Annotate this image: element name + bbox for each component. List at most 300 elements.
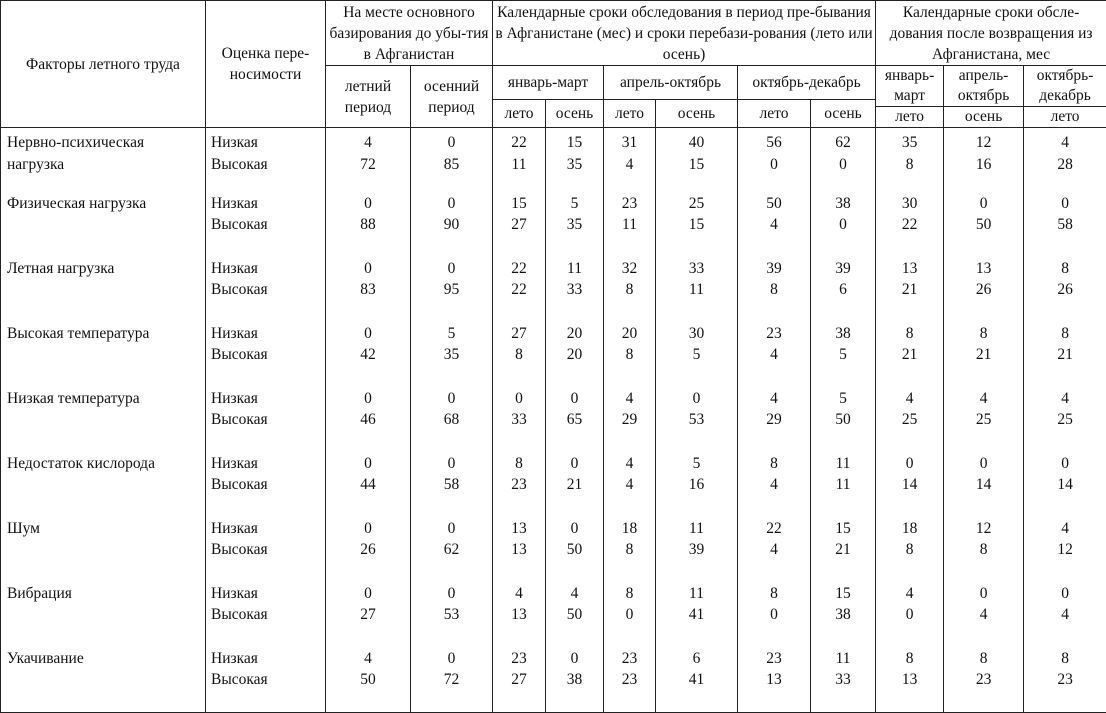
value-high: 5 (811, 344, 875, 366)
header-factors: Факторы летного труда (1, 1, 206, 128)
value-low: 5 (811, 388, 875, 410)
value-low: 20 (546, 323, 603, 345)
value-low: 0 (326, 453, 410, 475)
rating-high: Высокая (211, 604, 325, 626)
value-cell (944, 388, 1024, 453)
value-cell (546, 583, 604, 648)
value-high: 21 (546, 474, 603, 496)
factor-name: Вибрация (1, 583, 206, 648)
value-low: 5 (411, 323, 492, 345)
value-cell (546, 453, 604, 518)
value-high: 29 (738, 409, 810, 431)
value-high: 42 (326, 344, 410, 366)
table-row (1, 518, 1106, 583)
value-high: 88 (326, 214, 410, 236)
value-high: 90 (411, 214, 492, 236)
value-low: 15 (493, 193, 545, 215)
value-low: 35 (876, 132, 943, 154)
value-high: 21 (944, 344, 1023, 366)
value-high: 8 (876, 539, 943, 561)
rating-low: Низкая (211, 323, 325, 345)
factor-name: Летная нагрузка (1, 258, 206, 323)
value-cell (493, 453, 546, 518)
value-cell (546, 323, 604, 388)
value-high: 4 (738, 344, 810, 366)
value-cell (411, 583, 493, 648)
value-high: 27 (493, 669, 545, 691)
value-high: 44 (326, 474, 410, 496)
rating-low: Низкая (211, 453, 325, 475)
value-high: 72 (326, 154, 410, 176)
factor-name: Укачивание (1, 648, 206, 713)
value-low: 13 (493, 518, 545, 540)
value-low: 0 (546, 518, 603, 540)
value-high: 38 (811, 604, 875, 626)
value-low: 0 (944, 453, 1023, 475)
factor-name: Физическая нагрузка (1, 193, 206, 258)
value-low: 8 (944, 323, 1023, 345)
value-cell (411, 453, 493, 518)
value-cell (811, 193, 876, 258)
value-cell (811, 453, 876, 518)
value-high: 0 (876, 604, 943, 626)
value-cell (811, 128, 876, 193)
rating-high: Высокая (211, 409, 325, 431)
value-high: 14 (1024, 474, 1106, 496)
value-low: 0 (326, 258, 410, 280)
value-cell (411, 388, 493, 453)
value-high: 4 (738, 214, 810, 236)
value-low: 4 (944, 388, 1023, 410)
header-after-oct-dec (1024, 66, 1106, 128)
value-cell (738, 453, 811, 518)
value-high: 0 (811, 154, 875, 176)
value-high: 8 (604, 344, 655, 366)
value-high: 23 (1024, 669, 1106, 691)
value-high: 33 (811, 669, 875, 691)
value-high: 13 (493, 604, 545, 626)
value-low: 0 (1024, 453, 1106, 475)
header-season: осень (546, 100, 604, 128)
rating-cell (206, 193, 326, 258)
rating-high: Высокая (211, 154, 325, 176)
value-cell (811, 388, 876, 453)
value-low: 0 (546, 388, 603, 410)
value-cell (811, 323, 876, 388)
value-low: 0 (411, 132, 492, 154)
rating-high: Высокая (211, 279, 325, 301)
value-low: 0 (326, 193, 410, 215)
table-row (1, 323, 1106, 388)
value-low: 13 (944, 258, 1023, 280)
value-low: 11 (811, 648, 875, 670)
value-high: 8 (604, 539, 655, 561)
value-low: 39 (811, 258, 875, 280)
value-low: 8 (876, 648, 943, 670)
value-high: 4 (738, 539, 810, 561)
value-high: 8 (604, 279, 655, 301)
header-during-oct-dec: октябрь-декабрь (738, 66, 876, 100)
value-low: 22 (493, 132, 545, 154)
value-high: 8 (738, 279, 810, 301)
value-low: 0 (493, 388, 545, 410)
value-high: 58 (1024, 214, 1106, 236)
value-high: 11 (604, 214, 655, 236)
value-cell (1024, 193, 1106, 258)
value-low: 11 (546, 258, 603, 280)
value-low: 5 (656, 453, 737, 475)
value-low: 15 (811, 518, 875, 540)
value-low: 0 (326, 388, 410, 410)
factor-name: Недостаток кислорода (1, 453, 206, 518)
header-during: Календарные сроки обследования в период пре-бывания в Афганистане (мес) и сроки перебази-рования (лето или осень) (493, 1, 876, 66)
value-cell (876, 583, 944, 648)
value-cell (604, 258, 656, 323)
value-high: 50 (326, 669, 410, 691)
value-cell (656, 323, 738, 388)
table-row (1, 193, 1106, 258)
value-high: 12 (1024, 539, 1106, 561)
value-high: 53 (656, 409, 737, 431)
value-cell (411, 193, 493, 258)
value-low: 6 (656, 648, 737, 670)
value-high: 26 (326, 539, 410, 561)
header-season: осень (656, 100, 738, 128)
rating-low: Низкая (211, 258, 325, 280)
value-cell (493, 128, 546, 193)
rating-cell (206, 128, 326, 193)
value-low: 33 (656, 258, 737, 280)
value-high: 85 (411, 154, 492, 176)
value-cell (656, 258, 738, 323)
value-high: 14 (944, 474, 1023, 496)
value-high: 4 (604, 474, 655, 496)
value-high: 6 (811, 279, 875, 301)
value-low: 38 (811, 323, 875, 345)
value-cell (656, 583, 738, 648)
value-cell (326, 193, 411, 258)
value-cell (811, 258, 876, 323)
value-high: 33 (546, 279, 603, 301)
value-cell (546, 258, 604, 323)
value-low: 8 (738, 453, 810, 475)
value-low: 4 (1024, 518, 1106, 540)
value-low: 56 (738, 132, 810, 154)
header-after-jan-mar (876, 66, 944, 128)
value-high: 41 (656, 604, 737, 626)
value-low: 8 (604, 583, 655, 605)
value-high: 35 (546, 214, 603, 236)
value-cell (738, 258, 811, 323)
header-after-apr-oct (944, 66, 1024, 128)
rating-low: Низкая (211, 388, 325, 410)
value-high: 26 (1024, 279, 1106, 301)
rating-cell (206, 323, 326, 388)
rating-cell (206, 388, 326, 453)
value-high: 22 (876, 214, 943, 236)
value-cell (656, 193, 738, 258)
header-after-period: январь-март (878, 66, 941, 106)
value-high: 35 (546, 154, 603, 176)
value-low: 4 (604, 453, 655, 475)
value-high: 5 (656, 344, 737, 366)
value-low: 23 (604, 193, 655, 215)
value-cell (493, 518, 546, 583)
header-after: Календарные сроки обсле-дования после возвращения из Афганистана, мес (876, 1, 1106, 66)
value-cell (738, 193, 811, 258)
value-low: 23 (493, 648, 545, 670)
value-cell (411, 323, 493, 388)
value-low: 32 (604, 258, 655, 280)
value-cell (546, 518, 604, 583)
value-high: 35 (411, 344, 492, 366)
value-high: 33 (493, 409, 545, 431)
value-cell (656, 453, 738, 518)
value-low: 8 (738, 583, 810, 605)
value-low: 0 (411, 453, 492, 475)
value-low: 13 (876, 258, 943, 280)
value-cell (604, 518, 656, 583)
value-high: 25 (1024, 409, 1106, 431)
value-cell (493, 258, 546, 323)
value-low: 0 (411, 193, 492, 215)
value-high: 8 (944, 539, 1023, 561)
header-season: лето (493, 100, 546, 128)
value-low: 0 (546, 453, 603, 475)
rating-high: Высокая (211, 539, 325, 561)
factor-name: Нервно-психическая нагрузка (1, 128, 206, 193)
header-season: осень (811, 100, 876, 128)
value-high: 4 (604, 154, 655, 176)
value-high: 14 (876, 474, 943, 496)
value-cell (546, 128, 604, 193)
value-low: 8 (1024, 648, 1106, 670)
value-low: 30 (656, 323, 737, 345)
value-cell (326, 453, 411, 518)
value-high: 83 (326, 279, 410, 301)
table-row (1, 583, 1106, 648)
value-low: 4 (876, 583, 943, 605)
value-low: 4 (546, 583, 603, 605)
value-low: 38 (811, 193, 875, 215)
value-high: 72 (411, 669, 492, 691)
value-low: 0 (944, 583, 1023, 605)
rating-low: Низкая (211, 132, 325, 154)
value-cell (1024, 128, 1106, 193)
value-low: 0 (1024, 583, 1106, 605)
value-cell (656, 128, 738, 193)
value-low: 4 (604, 388, 655, 410)
value-cell (738, 128, 811, 193)
value-high: 11 (811, 474, 875, 496)
value-low: 15 (546, 132, 603, 154)
value-cell (604, 128, 656, 193)
value-cell (326, 518, 411, 583)
value-cell (876, 453, 944, 518)
value-high: 38 (546, 669, 603, 691)
rating-low: Низкая (211, 193, 325, 215)
value-cell (944, 193, 1024, 258)
value-low: 23 (738, 323, 810, 345)
value-low: 18 (876, 518, 943, 540)
value-low: 0 (411, 518, 492, 540)
value-high: 29 (604, 409, 655, 431)
rating-high: Высокая (211, 669, 325, 691)
header-base-autumn: осенний период (411, 66, 493, 128)
value-high: 13 (493, 539, 545, 561)
value-low: 18 (604, 518, 655, 540)
value-low: 62 (811, 132, 875, 154)
table-row (1, 258, 1106, 323)
factor-name: Шум (1, 518, 206, 583)
value-low: 0 (326, 518, 410, 540)
value-cell (493, 583, 546, 648)
value-low: 0 (944, 193, 1023, 215)
value-cell (411, 128, 493, 193)
header-after-period: апрель-октябрь (946, 66, 1021, 106)
factor-name: Высокая температура (1, 323, 206, 388)
value-high: 65 (546, 409, 603, 431)
value-cell (876, 388, 944, 453)
value-cell (1024, 583, 1106, 648)
rating-low: Низкая (211, 583, 325, 605)
value-high: 58 (411, 474, 492, 496)
value-high: 62 (411, 539, 492, 561)
value-high: 22 (493, 279, 545, 301)
value-low: 50 (738, 193, 810, 215)
value-low: 0 (656, 388, 737, 410)
value-cell (944, 128, 1024, 193)
value-high: 13 (876, 669, 943, 691)
value-low: 0 (1024, 193, 1106, 215)
value-cell (326, 128, 411, 193)
value-high: 46 (326, 409, 410, 431)
value-low: 23 (738, 648, 810, 670)
value-high: 21 (811, 539, 875, 561)
value-high: 53 (411, 604, 492, 626)
header-base: На месте основного базирования до убы-тия в Афганистан (326, 1, 493, 66)
value-low: 4 (1024, 132, 1106, 154)
value-cell (738, 518, 811, 583)
rating-cell (206, 258, 326, 323)
header-base-summer: летний период (326, 66, 411, 128)
value-cell (326, 388, 411, 453)
value-cell (944, 518, 1024, 583)
value-low: 11 (656, 518, 737, 540)
value-cell (604, 583, 656, 648)
header-during-jan-mar: январь-март (493, 66, 604, 100)
value-cell (326, 258, 411, 323)
value-cell (811, 583, 876, 648)
value-high: 23 (493, 474, 545, 496)
value-cell (944, 453, 1024, 518)
value-high: 16 (944, 154, 1023, 176)
value-high: 68 (411, 409, 492, 431)
value-low: 8 (944, 648, 1023, 670)
value-low: 0 (411, 258, 492, 280)
header-season: осень (944, 106, 1023, 127)
value-high: 16 (656, 474, 737, 496)
value-cell (411, 258, 493, 323)
value-low: 4 (738, 388, 810, 410)
value-low: 22 (738, 518, 810, 540)
value-low: 12 (944, 132, 1023, 154)
value-high: 21 (876, 279, 943, 301)
value-high: 13 (738, 669, 810, 691)
value-cell (604, 453, 656, 518)
rating-low: Низкая (211, 648, 325, 670)
value-low: 0 (326, 323, 410, 345)
value-cell (1024, 323, 1106, 388)
value-cell (944, 258, 1024, 323)
value-high: 4 (1024, 604, 1106, 626)
value-low: 25 (656, 193, 737, 215)
value-high: 95 (411, 279, 492, 301)
value-high: 11 (656, 279, 737, 301)
value-low: 8 (876, 323, 943, 345)
header-season: лето (738, 100, 811, 128)
value-cell (493, 388, 546, 453)
value-low: 11 (656, 583, 737, 605)
value-cell (656, 388, 738, 453)
header-after-period: октябрь-декабрь (1026, 66, 1104, 106)
value-cell (546, 388, 604, 453)
factor-name: Низкая температура (1, 388, 206, 453)
value-high: 11 (493, 154, 545, 176)
rating-high: Высокая (211, 344, 325, 366)
value-cell (811, 518, 876, 583)
value-cell (876, 518, 944, 583)
value-high: 8 (876, 154, 943, 176)
value-low: 5 (546, 193, 603, 215)
value-low: 40 (656, 132, 737, 154)
value-cell (944, 583, 1024, 648)
value-low: 4 (876, 388, 943, 410)
value-low: 8 (493, 453, 545, 475)
value-high: 50 (546, 604, 603, 626)
value-high: 25 (876, 409, 943, 431)
value-low: 4 (326, 648, 410, 670)
rating-cell (206, 453, 326, 518)
value-low: 22 (493, 258, 545, 280)
value-low: 0 (546, 648, 603, 670)
value-high: 23 (944, 669, 1023, 691)
value-high: 4 (944, 604, 1023, 626)
table-row (1, 128, 1106, 193)
value-cell (738, 583, 811, 648)
value-high: 15 (656, 154, 737, 176)
value-cell (1024, 453, 1106, 518)
value-cell (944, 323, 1024, 388)
value-high: 50 (811, 409, 875, 431)
value-low: 4 (493, 583, 545, 605)
value-high: 0 (738, 604, 810, 626)
value-high: 39 (656, 539, 737, 561)
value-high: 50 (944, 214, 1023, 236)
value-low: 31 (604, 132, 655, 154)
value-low: 20 (604, 323, 655, 345)
rating-high: Высокая (211, 214, 325, 236)
value-low: 0 (326, 583, 410, 605)
value-high: 27 (493, 214, 545, 236)
value-low: 8 (1024, 258, 1106, 280)
value-low: 0 (876, 453, 943, 475)
value-low: 4 (326, 132, 410, 154)
value-cell (738, 388, 811, 453)
value-low: 39 (738, 258, 810, 280)
value-low: 27 (493, 323, 545, 345)
value-low: 12 (944, 518, 1023, 540)
